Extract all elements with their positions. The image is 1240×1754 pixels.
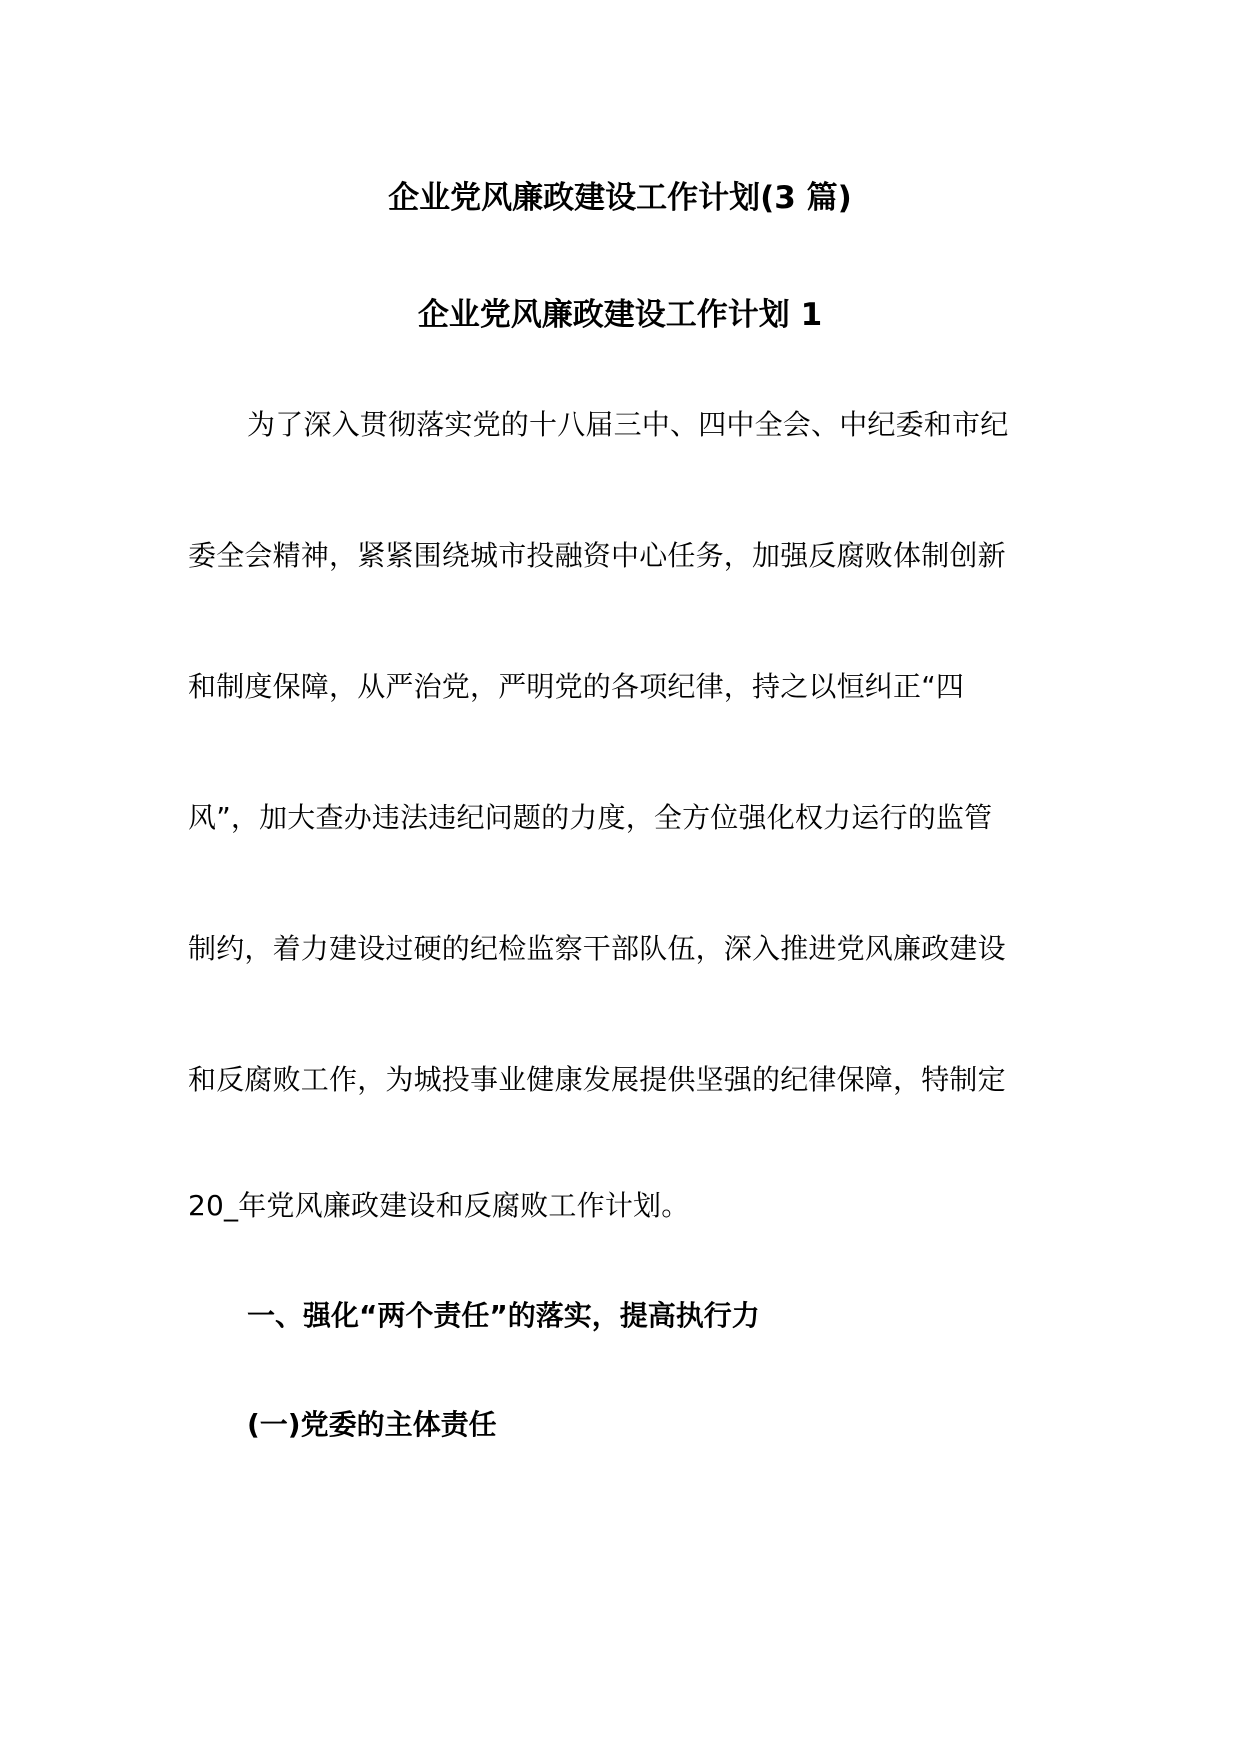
paragraph-line: 和反腐败工作，为城投事业健康发展提供坚强的纪律保障，特制定 <box>188 1063 1006 1096</box>
paragraph-line: 和制度保障，从严治党，严明党的各项纪律，持之以恒纠正“四 <box>188 670 965 703</box>
subsection-heading: (一)党委的主体责任 <box>247 1408 497 1441</box>
document-title: 企业党风廉政建设工作计划(3 篇) <box>388 180 852 216</box>
paragraph-line: 制约，着力建设过硬的纪检监察干部队伍，深入推进党风廉政建设 <box>188 932 1006 965</box>
paragraph-line: 为了深入贯彻落实党的十八届三中、四中全会、中纪委和市纪 <box>247 408 1009 441</box>
paragraph-line: 风”，加大查办违法违纪问题的力度，全方位强化权力运行的监管 <box>188 801 993 834</box>
document-subtitle: 企业党风廉政建设工作计划 1 <box>417 297 823 333</box>
paragraph-line: 委全会精神，紧紧围绕城市投融资中心任务，加强反腐败体制创新 <box>188 539 1006 572</box>
section-heading: 一、强化“两个责任”的落实，提高执行力 <box>247 1299 760 1332</box>
paragraph-line: 20_年党风廉政建设和反腐败工作计划。 <box>188 1189 690 1222</box>
